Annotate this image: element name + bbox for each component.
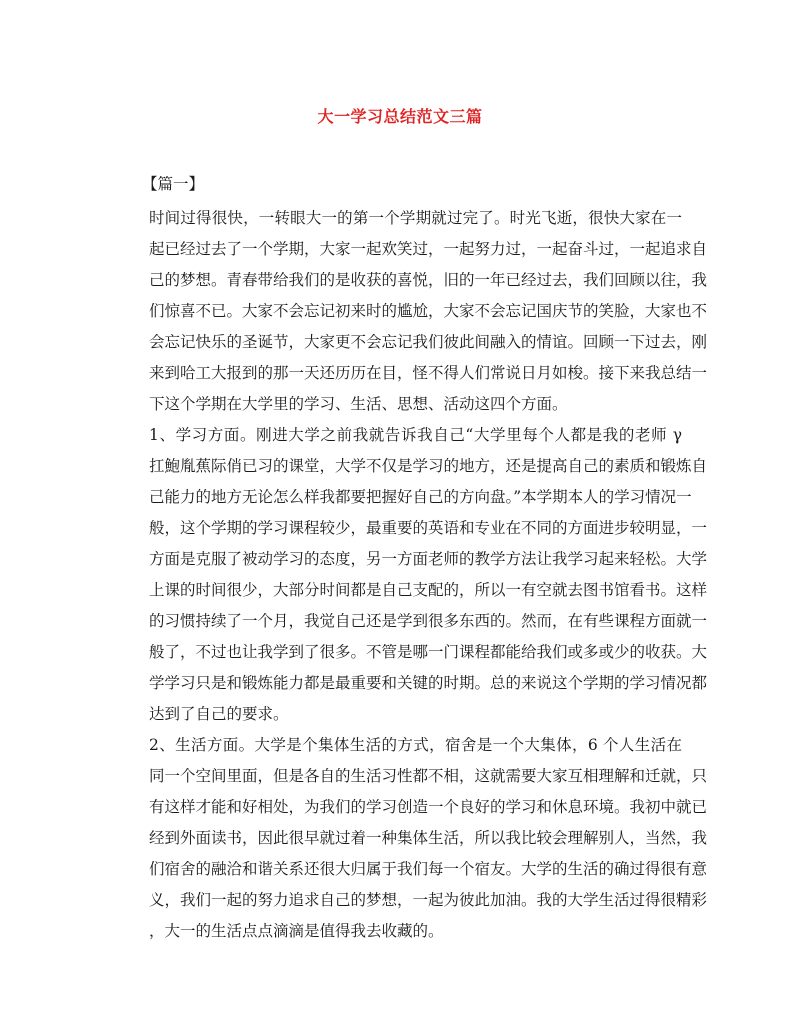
text-line: 下这个学期在大学里的学习、生活、思想、活动这四个方面。 [149,395,568,413]
text-line: 有这样才能和好相处，为我们的学习创造一个良好的学习和休息环境。我初中就已 [149,798,708,816]
text-line: 时间过得很快，一转眼大一的第一个学期就过完了。时光飞逝，很快大家在一 [149,209,682,227]
text-line: 己的梦想。青春带给我们的是收获的喜悦，旧的一年已经过去，我们回顾以往，我 [149,271,708,289]
document-body [118,203,708,947]
text-line: 己能力的地方无论怎么样我都要把握好自己的方向盘。”本学期本人的学习情况一 [149,488,692,506]
text-line: 扛鮑胤蕉际俏已习的课堂，大学不仅是学习的地方，还是提高自己的素质和锻炼自 [149,457,708,475]
text-line: 方面是克服了被动学习的态度，另一方面老师的教学方法让我学习起来轻松。大学 [149,550,708,568]
document-title: 大一学习总结范文三篇 [317,107,483,126]
section-heading: 【篇一】 [142,175,205,193]
text-line: 般了，不过也让我学到了很多。不管是哪一门课程都能给我们或多或少的收获。大 [149,643,708,661]
text-line: 达到了自己的要求。 [149,705,289,723]
text-line: 们惊喜不已。大家不会忘记初来时的尴尬，大家不会忘记国庆节的笑脸，大家也不 [149,302,708,320]
text-line: 2、生活方面。大学是个集体生活的方式，宿舍是一个大集体，6 个人生活在 [149,736,682,754]
paragraph-study [118,420,708,730]
text-line: 们宿舍的融洽和谐关系还很大归属于我们每一个宿友。大学的生活的确过得很有意 [149,860,708,878]
text-line: 1、学习方面。刚进大学之前我就告诉我自己“大学里每个人都是我的老师 γ [149,426,682,444]
paragraph-life [118,730,708,947]
text-line: 会忘记快乐的圣诞节，大家更不会忘记我们彼此间融入的情谊。回顾一下过去，刚 [149,333,708,351]
text-line: 起已经过去了一个学期，大家一起欢笑过，一起努力过，一起奋斗过，一起追求自 [149,240,708,258]
text-line: 上课的时间很少，大部分时间都是自己支配的，所以一有空就去图书馆看书。这样 [149,581,708,599]
text-line: 经到外面读书，因此很早就过着一种集体生活，所以我比较会理解别人，当然，我 [149,829,708,847]
text-line: 般，这个学期的学习课程较少，最重要的英语和专业在不同的方面进步较明显，一 [149,519,708,537]
text-line: 的习惯持续了一个月，我觉自己还是学到很多东西的。然而，在有些课程方面就一 [149,612,708,630]
paragraph-intro [118,203,708,420]
text-line: ，大一的生活点点滴滴是值得我去收藏的。 [149,922,444,940]
text-line: 来到哈工大报到的那一天还历历在目，怪不得人们常说日月如梭。接下来我总结一 [149,364,708,382]
text-line: 义，我们一起的努力追求自己的梦想，一起为彼此加油。我的大学生活过得很精彩 [149,891,708,909]
text-line: 同一个空间里面，但是各自的生活习性都不相，这就需要大家互相理解和迁就，只 [149,767,708,785]
text-line: 学学习只是和锻炼能力都是最重要和关键的时期。总的来说这个学期的学习情况都 [149,674,708,692]
